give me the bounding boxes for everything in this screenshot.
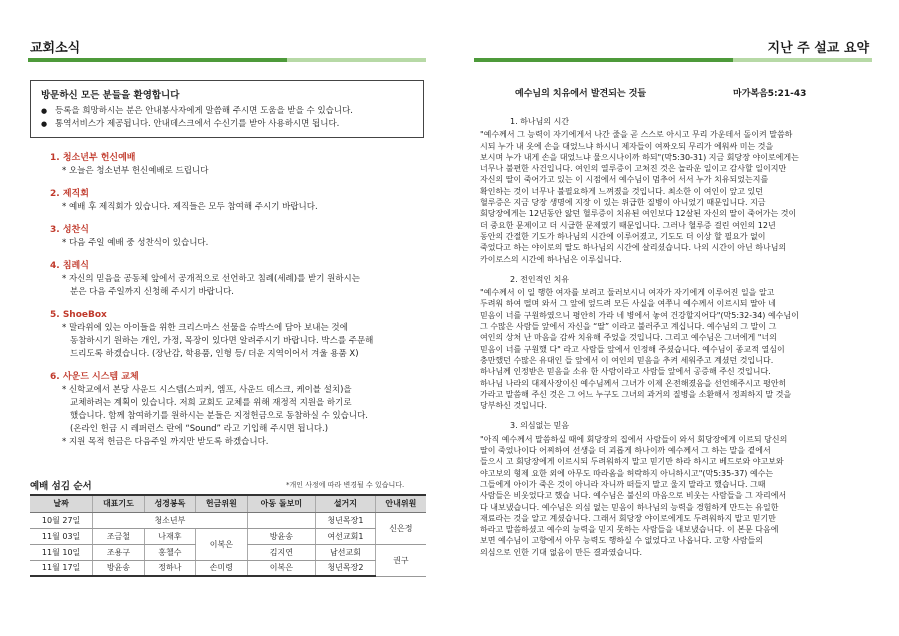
text-line: 충만했던 수많은 유대인 들 앞에서 이 여인의 믿음을 추켜 세워주고 계셨던 것입니다.	[480, 355, 774, 365]
schedule-note: *개인 사정에 따라 변경될 수 있습니다.	[286, 481, 405, 489]
text-line: 의심으로 인한 기대 없음이 만든 결과였습니다.	[480, 547, 643, 557]
announcement-sound-system	[50, 371, 430, 449]
merged-cell: 청소년부	[93, 512, 247, 528]
text-line: 재료라는 것을 알고 계셨습니다. 그래서 회당장 야이로에게도 두려워하지 말고 믿기만	[480, 513, 776, 523]
text-line: 하나님께 인정받은 믿음을 소유 한 사람이라고 사람들 앞에서 공증해 주신 것입니다.	[480, 367, 771, 377]
text-line: 자신의 딸이 죽어가고 있는 이 시점에서 예수님이 멈추어 서서 누가 치유되었는지를	[480, 175, 769, 185]
column-header: 설거지	[316, 495, 376, 512]
column-header: 대표기도	[93, 495, 144, 512]
text-line: 들으시 고 회당장에게 이르시되 두려워하지 말고 믿기만 하라 하시고 베드로와 야고보와	[480, 457, 784, 467]
text-line: 여인의 상처 난 마음을 감싸 치유해 주었을 것입니다. 그리고 예수님은 그녀에게 "너의	[480, 333, 777, 343]
column-header: 안내위원	[375, 495, 426, 512]
column-header: 아동 돌보미	[247, 495, 315, 512]
column-header: 날짜	[30, 495, 93, 512]
announcement-text: * 다음 주일 예배 중 성찬식이 있습니다.	[62, 238, 209, 248]
text-line: 더 중요한 문제이고 더 시급한 문제였기 때문입니다. 그러나 혈루증 걸린 여인의 12년	[480, 220, 776, 230]
text-line: 다 내보냈습니다. 예수님은 의심 없는 믿음이 하나님의 능력을 경험하게 만드는 유일한	[480, 502, 779, 512]
text-line: 혈루증은 지금 당장 생명에 지장 이 있는 위급한 질병이 아니었기 때문입니다. 지금	[480, 198, 766, 208]
offering-cell: 손미령	[196, 560, 247, 576]
text-line: 회당장에게는 12년동안 앓던 혈루증이 치유된 여인보다 12살된 자신의 딸이 죽어가는 것이	[480, 209, 797, 219]
announcement-text: * 예배 후 제직회가 있습니다. 제직들은 모두 참여해 주시기 바랍니다.	[62, 202, 318, 212]
table-row	[30, 528, 426, 544]
point-text	[480, 434, 872, 558]
text-line: 딸이 죽었나이다 어찌하여 선생을 더 괴롭게 하나이까 예수께서 그 하는 말을 곁에서	[480, 446, 771, 456]
sermon-summary-page	[450, 0, 899, 636]
dish-cell: 여선교회1	[316, 528, 376, 544]
column-header: 헌금위원	[196, 495, 247, 512]
announcement-title: 6. 사운드 시스템 교체	[50, 372, 139, 382]
announcement-text: 교체하려는 계획이 있습니다. 저희 교회도 교체를 위해 재정적 지원을 하기로	[70, 398, 352, 408]
announcement-text: 동참하시기 원하는 개인, 가정, 목장이 있다면 알려주시기 바랍니다. 박스를 주문해	[70, 336, 374, 346]
date-cell: 11월 03일	[30, 528, 93, 544]
point-text	[480, 287, 872, 411]
care-cell: 방윤송	[247, 528, 315, 544]
header-rule	[474, 58, 872, 62]
date-cell: 11월 17일	[30, 560, 93, 576]
text-line: "예수께서 이 일 행한 여자를 보려고 둘러보시니 여자가 자기에게 이루어진 일을 알고	[480, 288, 775, 298]
welcome-box	[30, 80, 424, 138]
sermon-point-3	[480, 420, 872, 558]
text-line: 보면 예수님이 고향에서 아무 능력도 행하실 수 없었다고 나옵니다. 고향 사람들의	[480, 536, 763, 546]
welcome-title: 방문하신 모든 분들을 환영합니다	[41, 90, 180, 101]
announcement-text: * 자신의 믿음을 공동체 앞에서 공개적으로 선언하고 침례(세례)를 받기 원하시는	[62, 274, 360, 284]
text-line: 죽었다고 하는 야이로의 딸도 하나님의 시간에 살리셨습니다. 나의 시간이 아닌 하나님의	[480, 243, 787, 253]
announcement-title: 2. 제직회	[50, 189, 89, 199]
text-line: 두려워 하여 떨며 와서 그 앞에 엎드려 모든 사실을 여쭈니 예수께서 이르시되 딸아 네	[480, 299, 776, 309]
usher-cell: 권구	[375, 544, 426, 576]
text-line: 당부하신 것입니다.	[480, 401, 547, 411]
announcement-deacons-meeting	[50, 188, 430, 214]
point-title: 3. 의심없는 믿음	[510, 421, 570, 431]
reading-cell: 홍첼수	[144, 544, 195, 560]
dish-cell: 남선교회	[316, 544, 376, 560]
announcement-text: * 오늘은 청소년부 헌신예배로 드립니다	[62, 166, 209, 176]
prayer-cell: 방윤송	[93, 560, 144, 576]
text-line: 확인하는 것이 너무나 불필요하게 느껴졌을 것입니다. 최소한 이 여인이 앞고 있던	[480, 186, 763, 196]
announcement-text: (온라인 헌금 시 레퍼런스 란에 “Sound” 라고 기입해 주시면 됩니다.)	[70, 424, 329, 434]
text-line: 믿음이 너를 구원했 다" 라고 사람들 앞에서 인정해 주셨습니다. 예수님이 종교적 열심이	[480, 344, 785, 354]
service-schedule-table	[30, 494, 426, 577]
sermon-point-1	[480, 116, 872, 265]
point-title: 2. 전인적인 치유	[510, 274, 570, 284]
care-cell: 김지연	[247, 544, 315, 560]
announcement-text: 드리도록 하겠습니다. (장난감, 학용품, 인형 등/ 더운 지역이어서 겨울 용품 X)	[70, 349, 359, 359]
announcements	[50, 152, 430, 459]
text-line: 믿음이 너를 구원하였으니 평안히 가라 네 병에서 놓여 건강할지어다"(막5:32-34) 예수님이	[480, 310, 799, 320]
text-line: 카이로스의 시간에 하나님은 이루십니다.	[480, 254, 622, 264]
offering-cell: 이복은	[196, 528, 247, 560]
text-line: 그들에게 아이가 죽은 것이 아니라 자니까 떠들지 말고 울지 말라고 했습니다. 그때	[480, 479, 766, 489]
welcome-item: ● 통역서비스가 제공됩니다. 안내데스크에서 수신기를 받아 사용하시면 됩니다.	[41, 118, 413, 131]
text-line: "아직 예수께서 말씀하실 때에 회당장의 집에서 사람들이 와서 회당장에게 이르되 당신의	[480, 434, 788, 444]
text-line: 가라고 말씀해 주신 것은 그 어느 누구도 그녀의 과거의 질병을 소환해서 정죄하지 말 것을	[480, 389, 792, 399]
welcome-item: ● 등록을 희망하시는 분은 안내봉사자에게 말씀해 주시면 도움을 받을 수 있습니다.	[41, 105, 413, 118]
text-line: 하나님 나라의 대제사장이신 예수님께서 그녀가 이제 온전해졌음을 선언해주시고 평안히	[480, 378, 787, 388]
announcement-shoebox	[50, 309, 430, 361]
announcement-title: 4. 침례식	[50, 261, 89, 271]
text-line: 하라고 말씀하셨고 예수의 능력을 믿지 못하는 사람들을 내보냈습니다. 이 본문 다음에	[480, 525, 779, 535]
announcement-text: * 말라위에 있는 아이들을 위한 크리스마스 선물을 슈박스에 담아 보내는 것에	[62, 323, 348, 333]
care-cell	[247, 512, 315, 528]
sermon-heading	[515, 86, 855, 99]
sermon-title: 예수님의 치유에서 발견되는 것들	[515, 89, 647, 99]
point-title: 1. 하나님의 시간	[510, 117, 570, 126]
point-text	[480, 129, 872, 265]
sermon-reference: 마가복음5:21-43	[733, 89, 807, 99]
announcement-communion	[50, 224, 430, 250]
column-header: 성경봉독	[144, 495, 195, 512]
sermon-body	[480, 116, 872, 567]
usher-cell: 신은정	[375, 512, 426, 544]
text-line: 보시며 누가 내게 손을 대었느냐 물으시나이까 하되"(막5:30-31) 지금 회당장 야이로에게는	[480, 152, 799, 162]
announcement-text: * 지원 목적 헌금은 다음주일 까지만 받도록 하겠습니다.	[62, 437, 269, 447]
announcement-youth-worship	[50, 152, 430, 178]
prayer-cell: 조금철	[93, 528, 144, 544]
reading-cell: 정하나	[144, 560, 195, 576]
reading-cell: 나재후	[144, 528, 195, 544]
prayer-cell: 조용구	[93, 544, 144, 560]
table-header-row	[30, 495, 426, 512]
date-cell: 11월 10일	[30, 544, 93, 560]
dish-cell: 청년목장2	[316, 560, 376, 576]
text-line: 사람들은 비웃었다고 했습 니다. 예수님은 불신의 마음으로 비웃는 사람들을 그 자리에서	[480, 491, 787, 501]
text-line: 시되 누가 내 옷에 손을 대었느냐 하시니 제자들이 여짜오되 무리가 에워싸 미는 것을	[480, 141, 774, 151]
announcement-text: * 신학교에서 본당 사운드 시스템(스피커, 엠프, 사운드 데스크, 케이블 설치)을	[62, 385, 352, 395]
sermon-point-2	[480, 274, 872, 412]
sermon-summary-header: 지난 주 설교 요약	[767, 41, 869, 56]
announcement-baptism	[50, 260, 430, 299]
announcement-title: 1. 청소년부 헌신예배	[50, 153, 136, 163]
text-line: 야고보의 형제 요한 외에 아무도 따라옴을 허락하지 아니하시고"(막5:35-37) 예수는	[480, 468, 774, 478]
welcome-list	[41, 105, 413, 131]
text-line: 그 수많은 사람들 앞에서 자신을 “딸” 이라고 불러주고 계십니다. 예수님의 그 말이 그	[480, 322, 777, 332]
announcement-title: 5. ShoeBox	[50, 310, 107, 320]
text-line: "예수께서 그 능력이 자기에게서 나간 줄을 곧 스스로 아시고 무리 가운데서 돌이켜 말씀하	[480, 130, 793, 140]
announcement-text: 했습니다. 함께 참여하기를 원하시는 분들은 지정헌금으로 동참하실 수 있습니다.	[70, 411, 368, 421]
text-line: 너무나 불편한 사건입니다. 여인의 열루증이 고쳐진 것은 놀라운 일이고 감사할 일이지만	[480, 164, 787, 174]
table-row	[30, 512, 426, 528]
announcement-text: 분은 다음 주일까지 신청해 주시기 바랍니다.	[70, 287, 235, 297]
care-cell: 이복은	[247, 560, 315, 576]
text-line: 동안의 간절한 기도가 하나님의 시간에 이루어졌고, 기도도 더 이상 할 필요가 없이	[480, 231, 766, 241]
church-news-header: 교회소식	[30, 41, 81, 56]
dish-cell: 청년목장1	[316, 512, 376, 528]
schedule-title: 예배 섬김 순서	[30, 481, 92, 492]
table-row	[30, 560, 426, 576]
header-rule	[28, 58, 426, 62]
date-cell: 10월 27일	[30, 512, 93, 528]
announcement-title: 3. 성찬식	[50, 225, 89, 235]
